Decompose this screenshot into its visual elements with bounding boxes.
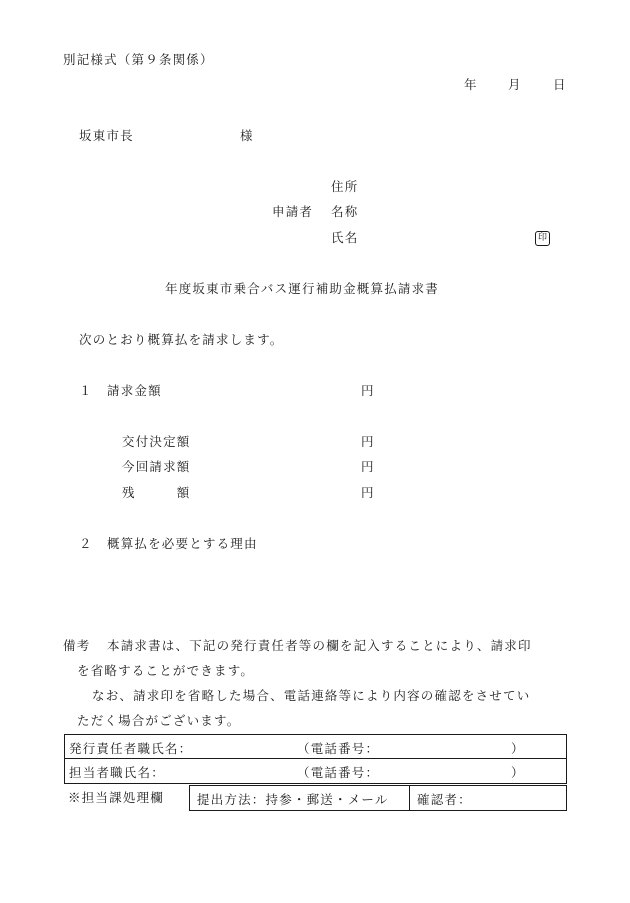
applicant-address: 住所 — [331, 179, 359, 194]
item-yen: 円 — [361, 434, 375, 449]
section2-number: ２ — [79, 536, 93, 551]
addressee-honorific: 様 — [240, 128, 254, 143]
note-line3: なお、請求印を省略した場合、電話連絡等により内容の確認をさせてい — [92, 688, 531, 703]
note-line1: 本請求書は、下記の発行責任者等の欄を記入することにより、請求印 — [107, 638, 532, 653]
issuer-row — [64, 734, 567, 759]
item-yen: 円 — [361, 485, 375, 500]
date-day: 日 — [553, 77, 567, 92]
office-processing-label: ※担当課処理欄 — [68, 790, 164, 805]
staff-label: 担当者職氏名： — [69, 765, 165, 780]
method-cell — [189, 785, 410, 811]
note-line4: ただく場合がございます。 — [77, 713, 241, 728]
confirm-cell — [409, 785, 567, 811]
date-month: 月 — [508, 77, 522, 92]
note-line2: を省略することができます。 — [77, 663, 255, 678]
item-label: 交付決定額 — [122, 434, 191, 449]
issuer-label: 発行責任者職氏名： — [69, 741, 193, 756]
document-title: 年度坂東市乗合バス運行補助金概算払請求書 — [165, 281, 440, 296]
section1-yen: 円 — [361, 383, 375, 398]
issuer-phone-label: （電話番号： — [297, 741, 380, 756]
staff-phone-label: （電話番号： — [297, 765, 380, 780]
item-label: 今回請求額 — [122, 459, 191, 474]
section2-label: 概算払を必要とする理由 — [107, 536, 258, 551]
staff-row — [64, 759, 567, 784]
intro-text: 次のとおり概算払を請求します。 — [79, 332, 284, 347]
item-yen: 円 — [361, 459, 375, 474]
form-label: 別記様式（第９条関係） — [63, 52, 214, 67]
applicant-label: 申請者 — [272, 204, 314, 219]
section1-label: 請求金額 — [107, 383, 162, 398]
item-label: 残 額 — [122, 485, 191, 500]
applicant-person: 氏名 — [331, 230, 359, 245]
staff-phone-close: ） — [511, 765, 525, 780]
seal-mark: 印 — [535, 231, 550, 246]
method-label: 提出方法：持参・郵送・メール — [197, 792, 389, 807]
confirm-label: 確認者： — [417, 792, 472, 807]
date-year: 年 — [464, 77, 478, 92]
issuer-phone-close: ） — [511, 741, 525, 756]
section1-number: １ — [79, 383, 93, 398]
note-head: 備考 — [63, 638, 91, 653]
addressee-name: 坂東市長 — [79, 128, 134, 143]
applicant-name-label: 名称 — [331, 204, 359, 219]
